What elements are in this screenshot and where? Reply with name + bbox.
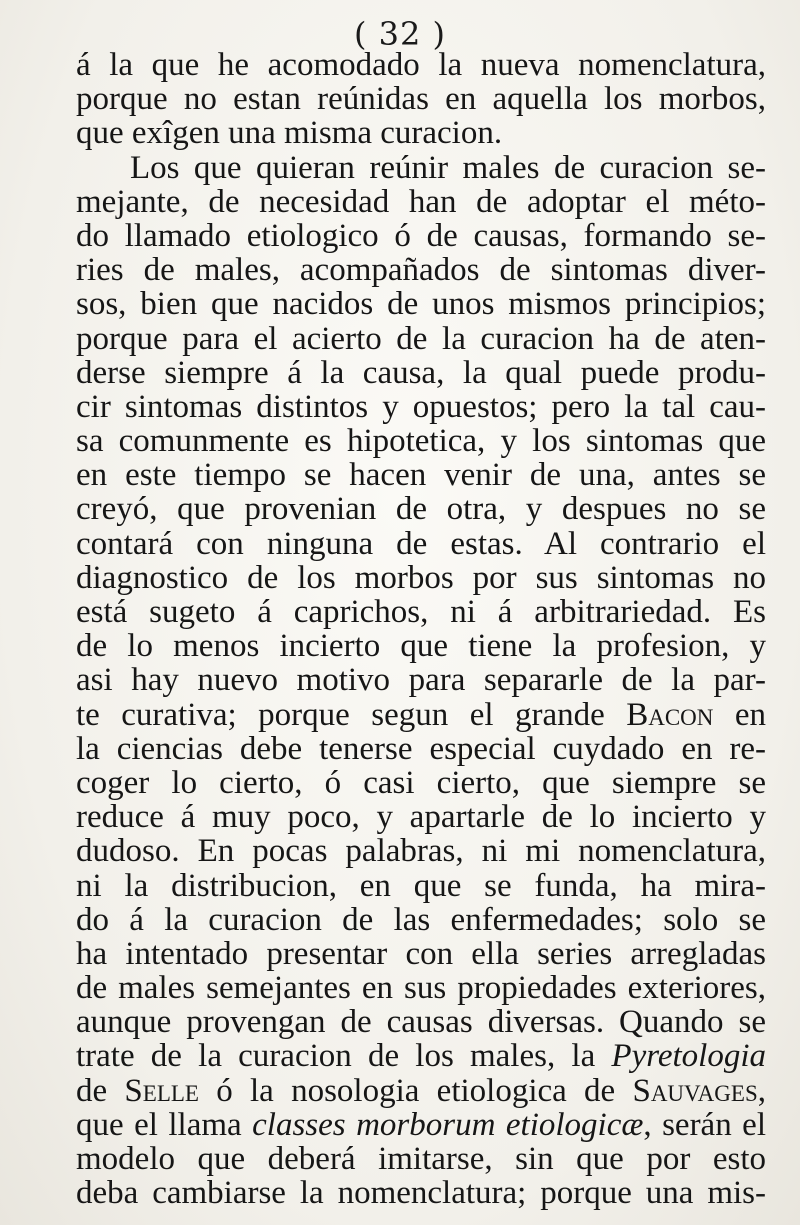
- text-line: derse siempre á la causa, la qual puede produ-: [76, 354, 766, 391]
- page-number: ( 32 ): [353, 15, 447, 53]
- text-line: ha intentado presentar con ella series arregladas: [76, 935, 766, 972]
- text-line: creyó, que provenian de otra, y despues no se: [76, 491, 766, 528]
- text-line: sa comunmente es hipotetica, y los sintomas que: [76, 423, 766, 460]
- text-line: de lo menos incierto que tiene la profesion, y: [76, 628, 766, 665]
- text-line: dudoso. En pocas palabras, ni mi nomenclatura,: [76, 833, 766, 870]
- text-line: diagnostico de los morbos por sus sintomas no: [76, 559, 766, 596]
- text-line: porque no estan reúnidas en aquella los morbos,: [76, 81, 766, 118]
- text-line: en este tiempo se hacen venir de una, antes se: [76, 457, 766, 494]
- text-segment: ,: [757, 1072, 766, 1109]
- text-line: [76, 1039, 766, 1073]
- text-line: ries de males, acompañados de sintomas diver-: [76, 252, 766, 289]
- text-line: coger lo cierto, ó casi cierto, que siempre se: [76, 764, 766, 801]
- text-line: porque para el acierto de la curacion ha de aten-: [76, 320, 766, 357]
- text-segment: , serán el: [643, 1106, 766, 1143]
- text-segment: de: [76, 1072, 125, 1109]
- text-line: modelo que deberá imitarse, sin que por esto: [76, 1141, 766, 1177]
- text-segment: ó la nosologia etiologica de: [198, 1072, 633, 1109]
- text-line: mejante, de necesidad han de adoptar el méto-: [76, 183, 766, 220]
- work-title: Pyretologia: [611, 1038, 766, 1075]
- text-line: deba cambiarse la nomenclatura; porque una mis-: [76, 1175, 766, 1212]
- text-line: ni la distribucion, en que se funda, ha mira-: [76, 867, 766, 904]
- text-line: do á la curacion de las enfermedades; solo se: [76, 901, 766, 938]
- text-line: á la que he acomodado la nueva nomenclatura,: [76, 47, 766, 83]
- text-line: contará con ninguna de estas. Al contrario el: [76, 525, 766, 562]
- text-line: sos, bien que nacidos de unos mismos principios;: [76, 286, 766, 323]
- text-segment: que el llama: [76, 1106, 253, 1143]
- text-line: la ciencias debe tenerse especial cuydado en re-: [76, 730, 766, 767]
- text-line: reduce á muy poco, y apartarle de lo incierto y: [76, 799, 766, 836]
- body-text: [76, 48, 766, 1210]
- text-segment: trate de la curacion de los males, la: [76, 1038, 612, 1075]
- author-name: Bacon: [626, 696, 714, 733]
- text-line: asi hay nuevo motivo para separarle de la par-: [76, 662, 766, 699]
- text-line: do llamado etiologico ó de causas, formando se-: [76, 217, 766, 254]
- text-line: está sugeto á caprichos, ni á arbitrariedad. Es: [76, 594, 766, 630]
- text-line: [76, 1074, 766, 1108]
- author-name: Sauvages: [632, 1072, 758, 1109]
- latin-term: classes morborum etiologicæ: [252, 1106, 644, 1143]
- author-name: Selle: [124, 1072, 199, 1109]
- text-line: de males semejantes en sus propiedades exteriores,: [76, 970, 766, 1007]
- text-line: que exîgen una misma curacion.: [76, 115, 503, 152]
- text-segment: te curativa; porque segun el grande: [76, 696, 627, 733]
- text-line: aunque provengan de causas diversas. Quando se: [76, 1004, 766, 1041]
- text-line: cir sintomas distintos y opuestos; pero la tal cau-: [76, 388, 766, 425]
- text-line: [76, 698, 766, 732]
- paragraph-start-line: Los que quieran reúnir males de curacion se-: [130, 149, 766, 186]
- text-segment: en: [713, 696, 766, 733]
- text-line: [76, 1108, 766, 1142]
